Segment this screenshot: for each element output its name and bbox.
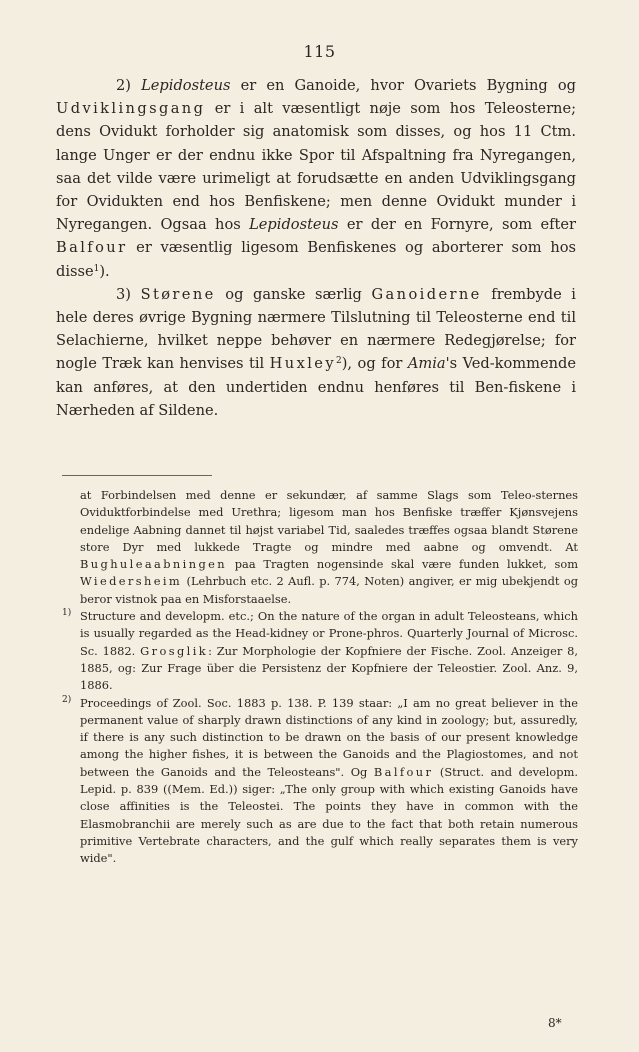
footnote-2-text-a: Proceedings of Zool. Soc. 1883 p. 138. P. 139 staar: „I am no great believer in the permanent value of sharply drawn distinctions of any kind in zoology; but, assuredly, if there is any such distinction to be drawn on the basis of our present knowledge among the higher fishes, it is between the Ganoids and the Plagiostomes, and not between the Ganoids and the Teleosteans". Og	[80, 695, 578, 779]
footnote-1	[62, 608, 578, 694]
footnote-cont-text-b: paa Tragten nogensinde skal være funden lukket, som	[227, 557, 578, 572]
term-ganoiderne: Ganoiderne	[371, 285, 482, 303]
term-udviklingsgang: Udviklingsgang	[56, 100, 206, 118]
footnote-ref-1: 1	[93, 263, 100, 274]
author-balfour: Balfour	[56, 239, 128, 257]
author-balfour-2: Balfour	[373, 764, 434, 779]
footnote-2-text-b: (Struct. and developm. Lepid. p. 839 ((Mem. Ed.)) siger: „The only group with which existing Ganoids have close affinities is the Teleostei. The points they have in common with the Elasmobranchii are merely such as are due to the fact that both retain numerous primitive Vertebrate characters, and the gulf which really separates them is very wide".	[80, 764, 579, 866]
paragraph-2	[56, 74, 576, 283]
author-wiedersheim: Wiedersheim	[80, 574, 183, 589]
term-storene: Størene	[140, 285, 216, 303]
footnote-2	[62, 695, 578, 868]
paragraph-3	[56, 283, 576, 422]
footnote-ref-2: 2	[335, 356, 342, 367]
paragraph-3-text-c: ), og for	[341, 355, 408, 373]
paragraph-3-text-a: og ganske særlig	[215, 285, 372, 303]
footnote-divider	[62, 475, 212, 476]
paragraph-3-text-b: frembyde i hele deres øvrige Bygning nærmere Tilslutning til Teleosterne end til Selachierne, hvilket neppe behøver en nærmere Redegjørelse; for nogle Træk kan henvises til	[56, 285, 576, 373]
author-huxley: Huxley	[269, 355, 336, 373]
page-number: 115	[303, 42, 336, 61]
footnote-continuation	[62, 487, 578, 608]
main-text	[56, 74, 576, 422]
paragraph-2-number: 2)	[116, 77, 131, 94]
term-lepidosteus: Lepidosteus	[141, 77, 231, 94]
term-amia: Amia	[407, 355, 446, 373]
signature-mark: 8*	[548, 1016, 562, 1030]
paragraph-2-text-b: er i alt væsentligt nøje som hos Teleosterne; dens Ovidukt forholder sig anatomisk som disses, og hos 11 Ctm. lange Unger er der endnu ikke Spor til Afspaltning fra Nyregangen, saa det vilde være urimeligt at forudsætte en anden Udviklingsgang for Ovidukten end hos Benfiskene; men denne Ovidukt munder i Nyregangen. Ogsaa hos	[56, 100, 576, 234]
footnotes	[62, 487, 578, 868]
footnote-cont-text-a: at Forbindelsen med denne er sekundær, af samme Slags som Teleo-sternes Oviduktforbindelse med Urethra; ligesom man hos Benfiske træffer Kjønsvejens endelige Aabning dannet til højst variabel Tid, saaledes træffes ogsaa blandt Størene store Dyr med lukkede Tragte og mindre med aabne og omvendt. At	[80, 488, 578, 554]
paragraph-2-text-e: ).	[99, 262, 110, 280]
term-lepidosteus-2: Lepidosteus	[249, 216, 339, 234]
paragraph-2-text-c: er der en Fornyre, som efter	[338, 216, 576, 234]
paragraph-3-number: 3)	[116, 285, 141, 303]
paragraph-2-text-d: er væsentlig ligesom Benfiskenes og aborterer som hos disse	[56, 239, 576, 280]
author-grosglik: Grosglik	[140, 643, 209, 658]
footnote-1-text-b: : Zur Morphologie der Kopfniere der Fische. Zool. Anzeiger 8, 1885, og: Zur Frage über die Persistenz der Kopfniere der Teleostier. Zool. Anz. 9, 1886.	[80, 643, 578, 693]
paragraph-3-text-d: 's Ved-kommende kan anføres, at den undertiden endnu henføres til Ben-fiskene i Nærheden af Sildene.	[56, 355, 576, 419]
footnote-2-mark: 2)	[62, 694, 72, 705]
footnote-1-text-a: Structure and developm. etc.; On the nature of the organ in adult Teleosteans, which is usually regarded as the Head-kidney or Prone-phros. Quarterly Journal of Microsc. Sc. 1882.	[80, 609, 578, 658]
term-bughuleaabningen: Bughuleaabningen	[80, 557, 228, 572]
footnote-cont-text-c: (Lehrbuch etc. 2 Aufl. p. 774, Noten) angiver, er mig ubekjendt og beror vistnok paa en Misforstaaelse.	[80, 574, 578, 606]
footnote-1-mark: 1)	[62, 608, 72, 619]
paragraph-2-text-a: er en Ganoide, hvor Ovariets Bygning og	[230, 77, 576, 94]
